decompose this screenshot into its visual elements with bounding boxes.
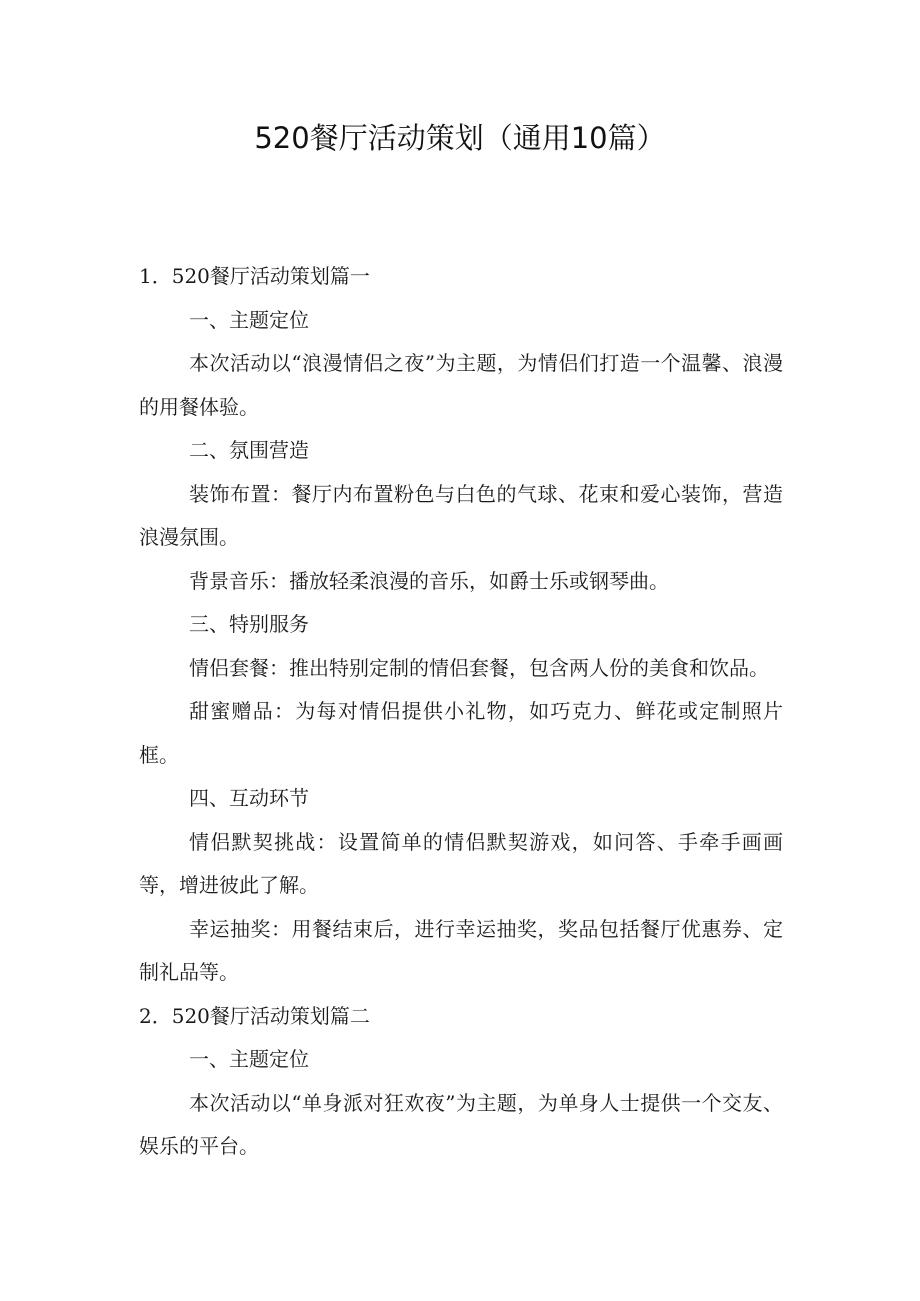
- article-2-section-1-text: 本次活动以“单身派对狂欢夜”为主题，为单身人士提供一个交友、娱乐的平台。: [139, 1090, 783, 1158]
- article-1-section-4-item-1: 情侣默契挑战：设置简单的情侣默契游戏，如问答、手牵手画画等，增进彼此了解。: [139, 829, 783, 897]
- article-1-section-1-text: 本次活动以“浪漫情侣之夜”为主题，为情侣们打造一个温馨、浪漫的用餐体验。: [139, 351, 783, 419]
- article-1-section-4-item-2: 幸运抽奖：用餐结束后，进行幸运抽奖，奖品包括餐厅优惠券、定制礼品等。: [139, 916, 783, 984]
- article-1-section-1-heading: 一、主题定位: [189, 307, 309, 332]
- article-1-section-2-heading: 二、氛围营造: [189, 438, 309, 462]
- article-2-section-1-heading: 一、主题定位: [189, 1047, 309, 1071]
- article-1-section-3-item-2: 甜蜜赠品：为每对情侣提供小礼物，如巧克力、鲜花或定制照片框。: [139, 699, 783, 767]
- article-2-heading: 2．520餐厅活动策划篇二: [139, 1003, 370, 1028]
- article-1-section-2-item-1: 装饰布置：餐厅内布置粉色与白色的气球、花束和爱心装饰，营造浪漫氛围。: [139, 481, 783, 549]
- article-1-heading: 1．520餐厅活动策划篇一: [139, 264, 370, 288]
- article-1-section-2-item-2: 背景音乐：播放轻柔浪漫的音乐，如爵士乐或钢琴曲。: [189, 568, 669, 593]
- document-title: 520餐厅活动策划（通用10篇）: [254, 121, 666, 155]
- document-body: [139, 255, 783, 1169]
- article-1-section-3-item-1: 情侣套餐：推出特别定制的情侣套餐，包含两人份的美食和饮品。: [189, 655, 769, 680]
- article-1-section-4-heading: 四、互动环节: [189, 786, 309, 810]
- article-1-section-3-heading: 三、特别服务: [189, 612, 309, 636]
